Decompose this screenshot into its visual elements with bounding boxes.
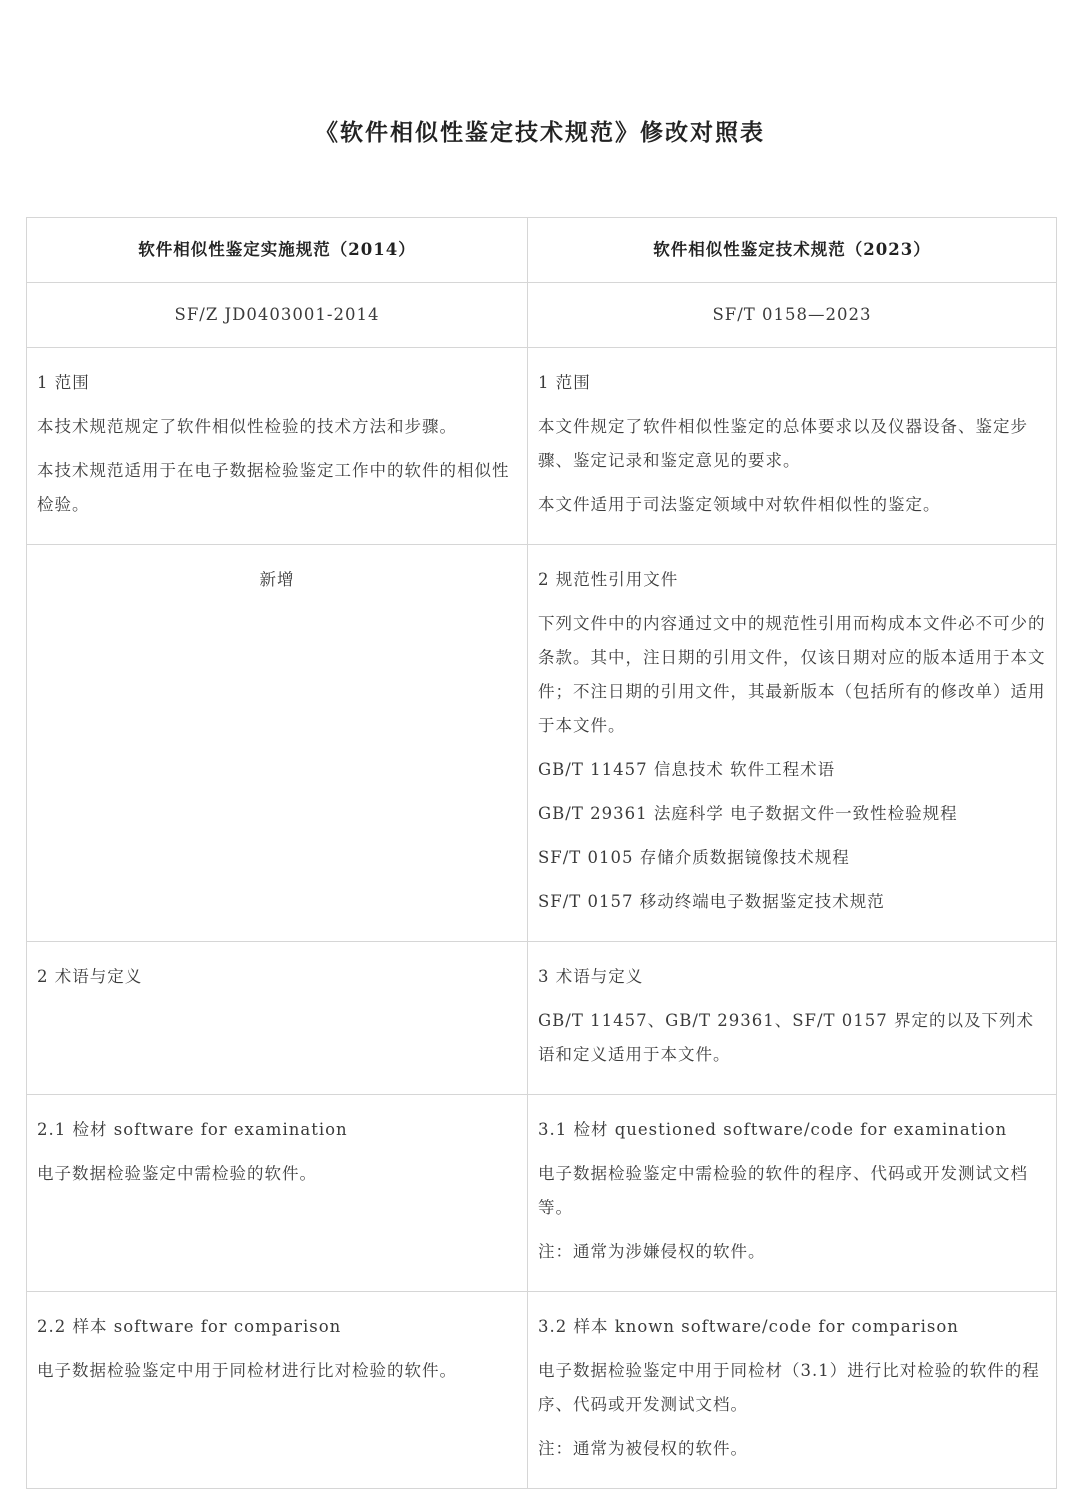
cell-left [27,348,528,545]
note: 注：通常为被侵权的软件。 [538,1439,748,1458]
section-heading: 3 术语与定义 [538,967,644,986]
comparison-table [26,217,1057,1489]
paragraph: 电子数据检验鉴定中需检验的软件的程序、代码或开发测试文档等。 [538,1164,1028,1217]
code-2023: SF/T 0158—2023 [528,283,1057,348]
note: 注：通常为涉嫌侵权的软件。 [538,1242,766,1261]
term-heading: 3.1 检材 questioned software/code for examination [538,1120,1008,1139]
paragraph: 电子数据检验鉴定中需检验的软件。 [37,1164,317,1183]
cell-right [528,942,1057,1095]
cell-left [27,942,528,1095]
paragraph: 本文件适用于司法鉴定领域中对软件相似性的鉴定。 [538,495,941,514]
paragraph: 本技术规范适用于在电子数据检验鉴定工作中的软件的相似性检验。 [37,461,510,514]
reference-item: GB/T 29361 法庭科学 电子数据文件一致性检验规程 [538,804,958,823]
cell-left [27,1095,528,1292]
header-2023: 软件相似性鉴定技术规范（2023） [528,218,1057,283]
paragraph: 电子数据检验鉴定中用于同检材进行比对检验的软件。 [37,1361,457,1380]
cell-right [528,348,1057,545]
section-heading: 1 范围 [37,373,90,392]
table-header-row [27,218,1057,283]
reference-item: SF/T 0105 存储介质数据镜像技术规程 [538,848,850,867]
reference-item: GB/T 11457 信息技术 软件工程术语 [538,760,836,779]
paragraph: 下列文件中的内容通过文中的规范性引用而构成本文件必不可少的条款。其中，注日期的引用文件，仅该日期对应的版本适用于本文件；不注日期的引用文件，其最新版本（包括所有的修改单）适用于本文件。 [538,614,1046,735]
cell-right [528,1095,1057,1292]
paragraph: 电子数据检验鉴定中用于同检材（3.1）进行比对检验的软件的程序、代码或开发测试文档。 [538,1361,1040,1414]
header-2014: 软件相似性鉴定实施规范（2014） [27,218,528,283]
table-row [27,1095,1057,1292]
cell-left [27,545,528,942]
table-code-row [27,283,1057,348]
cell-right [528,1292,1057,1489]
term-heading: 2.2 样本 software for comparison [37,1317,342,1336]
term-heading: 3.2 样本 known software/code for comparison [538,1317,959,1336]
table-row [27,348,1057,545]
paragraph: GB/T 11457、GB/T 29361、SF/T 0157 界定的以及下列术语和定义适用于本文件。 [538,1011,1035,1064]
new-label: 新增 [259,570,295,589]
page-title: 《软件相似性鉴定技术规范》修改对照表 [315,119,765,146]
section-heading: 1 范围 [538,373,591,392]
table-row [27,942,1057,1095]
table-row [27,545,1057,942]
paragraph: 本技术规范规定了软件相似性检验的技术方法和步骤。 [37,417,457,436]
term-heading: 2.1 检材 software for examination [37,1120,348,1139]
cell-left [27,1292,528,1489]
table-row [27,1292,1057,1489]
reference-item: SF/T 0157 移动终端电子数据鉴定技术规范 [538,892,885,911]
section-heading: 2 术语与定义 [37,967,143,986]
cell-right [528,545,1057,942]
code-2014: SF/Z JD0403001-2014 [27,283,528,348]
section-heading: 2 规范性引用文件 [538,570,679,589]
paragraph: 本文件规定了软件相似性鉴定的总体要求以及仪器设备、鉴定步骤、鉴定记录和鉴定意见的要求。 [538,417,1028,470]
